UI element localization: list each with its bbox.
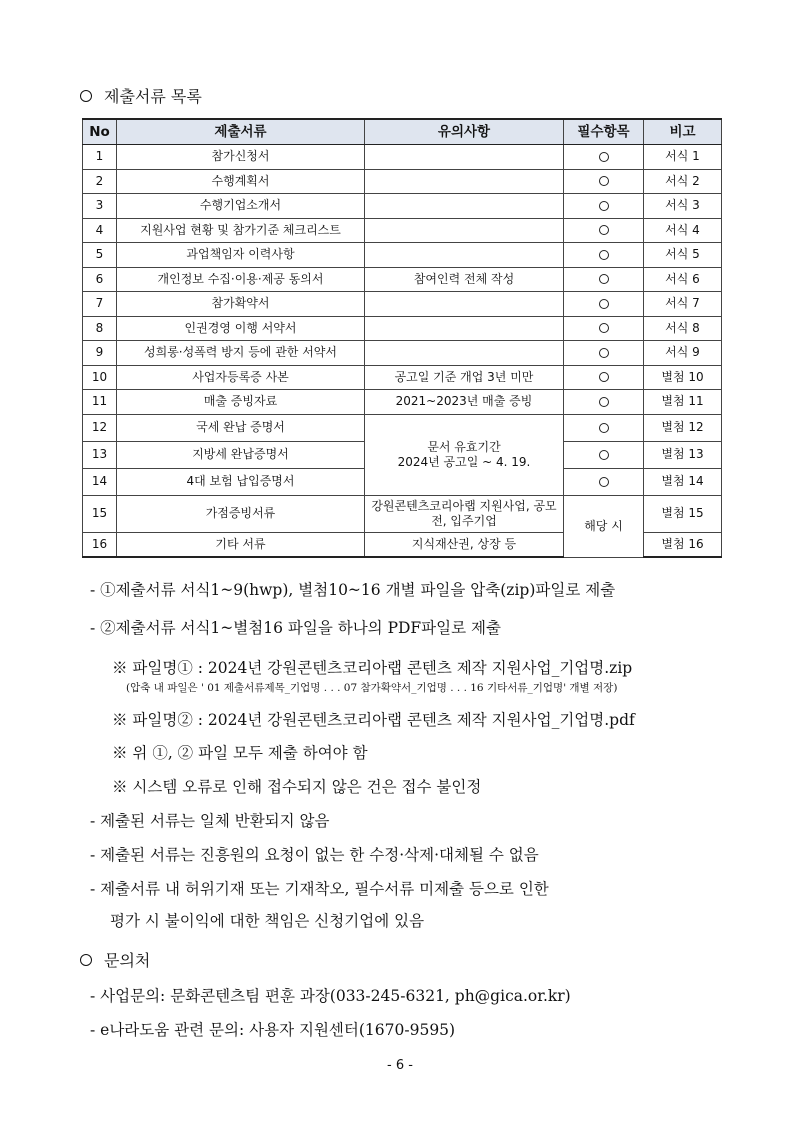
cell-remark: 서식 5 bbox=[644, 243, 722, 268]
cell-note bbox=[365, 243, 564, 268]
cell-note bbox=[365, 218, 564, 243]
cell-required bbox=[564, 341, 644, 366]
cell-remark: 서식 7 bbox=[644, 292, 722, 317]
documents-table bbox=[82, 118, 722, 558]
cell-document: 매출 증빙자료 bbox=[117, 390, 365, 415]
cell-document: 참가확약서 bbox=[117, 292, 365, 317]
header-required: 필수항목 bbox=[564, 119, 644, 145]
circle-bullet-icon bbox=[80, 90, 92, 102]
cell-remark: 별첨 16 bbox=[644, 532, 722, 557]
table-row bbox=[83, 169, 722, 194]
cell-required bbox=[564, 390, 644, 415]
cell-remark: 서식 8 bbox=[644, 316, 722, 341]
cell-document: 개인정보 수집·이용·제공 동의서 bbox=[117, 267, 365, 292]
cell-required bbox=[564, 414, 644, 441]
section-title-text: 문의처 bbox=[104, 951, 151, 970]
cell-no: 16 bbox=[83, 532, 117, 557]
cell-no: 1 bbox=[83, 145, 117, 170]
cell-no: 12 bbox=[83, 414, 117, 441]
required-circle-icon bbox=[599, 423, 609, 433]
cell-required bbox=[564, 267, 644, 292]
header-no: No bbox=[83, 119, 117, 145]
cell-note bbox=[365, 169, 564, 194]
cell-document: 가점증빙서류 bbox=[117, 495, 365, 532]
cell-required bbox=[564, 441, 644, 468]
page-number: - 6 - bbox=[387, 1058, 413, 1073]
cell-required bbox=[564, 169, 644, 194]
cell-note bbox=[365, 292, 564, 317]
cell-no: 4 bbox=[83, 218, 117, 243]
note-line: - 제출된 서류는 일체 반환되지 않음 bbox=[90, 812, 330, 830]
note-line: - 제출서류 내 허위기재 또는 기재착오, 필수서류 미제출 등으로 인한 bbox=[90, 880, 549, 898]
cell-required bbox=[564, 194, 644, 219]
cell-no: 11 bbox=[83, 390, 117, 415]
table-row bbox=[83, 341, 722, 366]
cell-no: 14 bbox=[83, 468, 117, 495]
table-row bbox=[83, 292, 722, 317]
cell-note: 참여인력 전체 작성 bbox=[365, 267, 564, 292]
cell-remark: 별첨 12 bbox=[644, 414, 722, 441]
cell-no: 6 bbox=[83, 267, 117, 292]
table-row bbox=[83, 243, 722, 268]
cell-document: 수행계획서 bbox=[117, 169, 365, 194]
cell-remark: 별첨 10 bbox=[644, 365, 722, 390]
required-circle-icon bbox=[599, 274, 609, 284]
cell-required bbox=[564, 145, 644, 170]
table-row bbox=[83, 145, 722, 170]
required-circle-icon bbox=[599, 397, 609, 407]
circle-bullet-icon bbox=[80, 954, 92, 966]
cell-required bbox=[564, 218, 644, 243]
note-line: 평가 시 불이익에 대한 책임은 신청기업에 있음 bbox=[110, 912, 425, 930]
contact-line: - e나라도움 관련 문의: 사용자 지원센터(1670-9595) bbox=[90, 1021, 456, 1039]
cell-document: 참가신청서 bbox=[117, 145, 365, 170]
header-notes: 유의사항 bbox=[365, 119, 564, 145]
table-row bbox=[83, 218, 722, 243]
cell-remark: 서식 6 bbox=[644, 267, 722, 292]
cell-document: 성희롱·성폭력 방지 등에 관한 서약서 bbox=[117, 341, 365, 366]
required-circle-icon bbox=[599, 299, 609, 309]
cell-remark: 별첨 15 bbox=[644, 495, 722, 532]
cell-no: 2 bbox=[83, 169, 117, 194]
cell-required bbox=[564, 365, 644, 390]
required-circle-icon bbox=[599, 477, 609, 487]
cell-remark: 별첨 11 bbox=[644, 390, 722, 415]
table-row bbox=[83, 316, 722, 341]
cell-no: 3 bbox=[83, 194, 117, 219]
cell-document: 사업자등록증 사본 bbox=[117, 365, 365, 390]
cell-remark: 서식 3 bbox=[644, 194, 722, 219]
table-row bbox=[83, 495, 722, 532]
section-title-text: 제출서류 목록 bbox=[104, 87, 202, 106]
cell-required bbox=[564, 316, 644, 341]
required-circle-icon bbox=[599, 152, 609, 162]
cell-document: 4대 보험 납입증명서 bbox=[117, 468, 365, 495]
cell-document: 수행기업소개서 bbox=[117, 194, 365, 219]
cell-required bbox=[564, 292, 644, 317]
cell-required-conditional: 해당 시 bbox=[564, 495, 644, 557]
cell-note bbox=[365, 194, 564, 219]
cell-no: 5 bbox=[83, 243, 117, 268]
note-line: ※ 시스템 오류로 인해 접수되지 않은 건은 접수 불인정 bbox=[112, 778, 482, 796]
cell-remark: 별첨 13 bbox=[644, 441, 722, 468]
cell-remark: 서식 1 bbox=[644, 145, 722, 170]
cell-no: 15 bbox=[83, 495, 117, 532]
cell-required bbox=[564, 468, 644, 495]
header-remark: 비고 bbox=[644, 119, 722, 145]
required-circle-icon bbox=[599, 372, 609, 382]
cell-note: 공고일 기준 개업 3년 미만 bbox=[365, 365, 564, 390]
cell-note: 강원콘텐츠코리아랩 지원사업, 공모전, 입주기업 bbox=[365, 495, 564, 532]
required-circle-icon bbox=[599, 201, 609, 211]
cell-note: 지식재산권, 상장 등 bbox=[365, 532, 564, 557]
section-title-contact bbox=[80, 948, 150, 971]
table-header-row bbox=[83, 119, 722, 145]
required-circle-icon bbox=[599, 176, 609, 186]
cell-note: 2021~2023년 매출 증빙 bbox=[365, 390, 564, 415]
cell-remark: 서식 2 bbox=[644, 169, 722, 194]
note-subline: (압축 내 파일은 ' 01 제출서류제목_기업명 . . . 07 참가확약서_기업명 . . . 16 기타서류_기업명' 개별 저장) bbox=[126, 682, 618, 694]
cell-no: 8 bbox=[83, 316, 117, 341]
cell-required bbox=[564, 243, 644, 268]
cell-no: 7 bbox=[83, 292, 117, 317]
note-line: ※ 파일명① : 2024년 강원콘텐츠코리아랩 콘텐츠 제작 지원사업_기업명.zip bbox=[112, 659, 633, 677]
cell-remark: 서식 4 bbox=[644, 218, 722, 243]
cell-no: 10 bbox=[83, 365, 117, 390]
note-line: ※ 파일명② : 2024년 강원콘텐츠코리아랩 콘텐츠 제작 지원사업_기업명.pdf bbox=[112, 711, 635, 729]
required-circle-icon bbox=[599, 348, 609, 358]
table-row bbox=[83, 194, 722, 219]
table-row bbox=[83, 365, 722, 390]
required-circle-icon bbox=[599, 450, 609, 460]
cell-note bbox=[365, 316, 564, 341]
cell-remark: 서식 9 bbox=[644, 341, 722, 366]
cell-note-validity bbox=[365, 414, 564, 495]
table-row bbox=[83, 414, 722, 441]
cell-document: 지방세 완납증명서 bbox=[117, 441, 365, 468]
cell-document: 기타 서류 bbox=[117, 532, 365, 557]
cell-no: 13 bbox=[83, 441, 117, 468]
note-line: ※ 위 ①, ② 파일 모두 제출 하여야 함 bbox=[112, 744, 368, 762]
cell-note bbox=[365, 341, 564, 366]
cell-document: 과업책임자 이력사항 bbox=[117, 243, 365, 268]
table-row bbox=[83, 390, 722, 415]
cell-remark: 별첨 14 bbox=[644, 468, 722, 495]
validity-line-1: 문서 유효기간 bbox=[427, 439, 501, 454]
required-circle-icon bbox=[599, 225, 609, 235]
cell-note bbox=[365, 145, 564, 170]
header-document: 제출서류 bbox=[117, 119, 365, 145]
section-title-documents bbox=[80, 84, 202, 107]
note-line: - 제출된 서류는 진흥원의 요청이 없는 한 수정·삭제·대체될 수 없음 bbox=[90, 846, 539, 864]
note-line: - ②제출서류 서식1~별첨16 파일을 하나의 PDF파일로 제출 bbox=[90, 619, 501, 637]
cell-document: 지원사업 현황 및 참가기준 체크리스트 bbox=[117, 218, 365, 243]
validity-line-2: 2024년 공고일 ~ 4. 19. bbox=[397, 454, 531, 469]
required-circle-icon bbox=[599, 250, 609, 260]
contact-line: - 사업문의: 문화콘텐츠팀 편훈 과장(033-245-6321, ph@gica.or.kr) bbox=[90, 987, 571, 1005]
cell-no: 9 bbox=[83, 341, 117, 366]
cell-document: 인권경영 이행 서약서 bbox=[117, 316, 365, 341]
note-line: - ①제출서류 서식1~9(hwp), 별첨10~16 개별 파일을 압축(zip)파일로 제출 bbox=[90, 581, 616, 599]
required-circle-icon bbox=[599, 323, 609, 333]
table-row bbox=[83, 267, 722, 292]
cell-document: 국세 완납 증명서 bbox=[117, 414, 365, 441]
